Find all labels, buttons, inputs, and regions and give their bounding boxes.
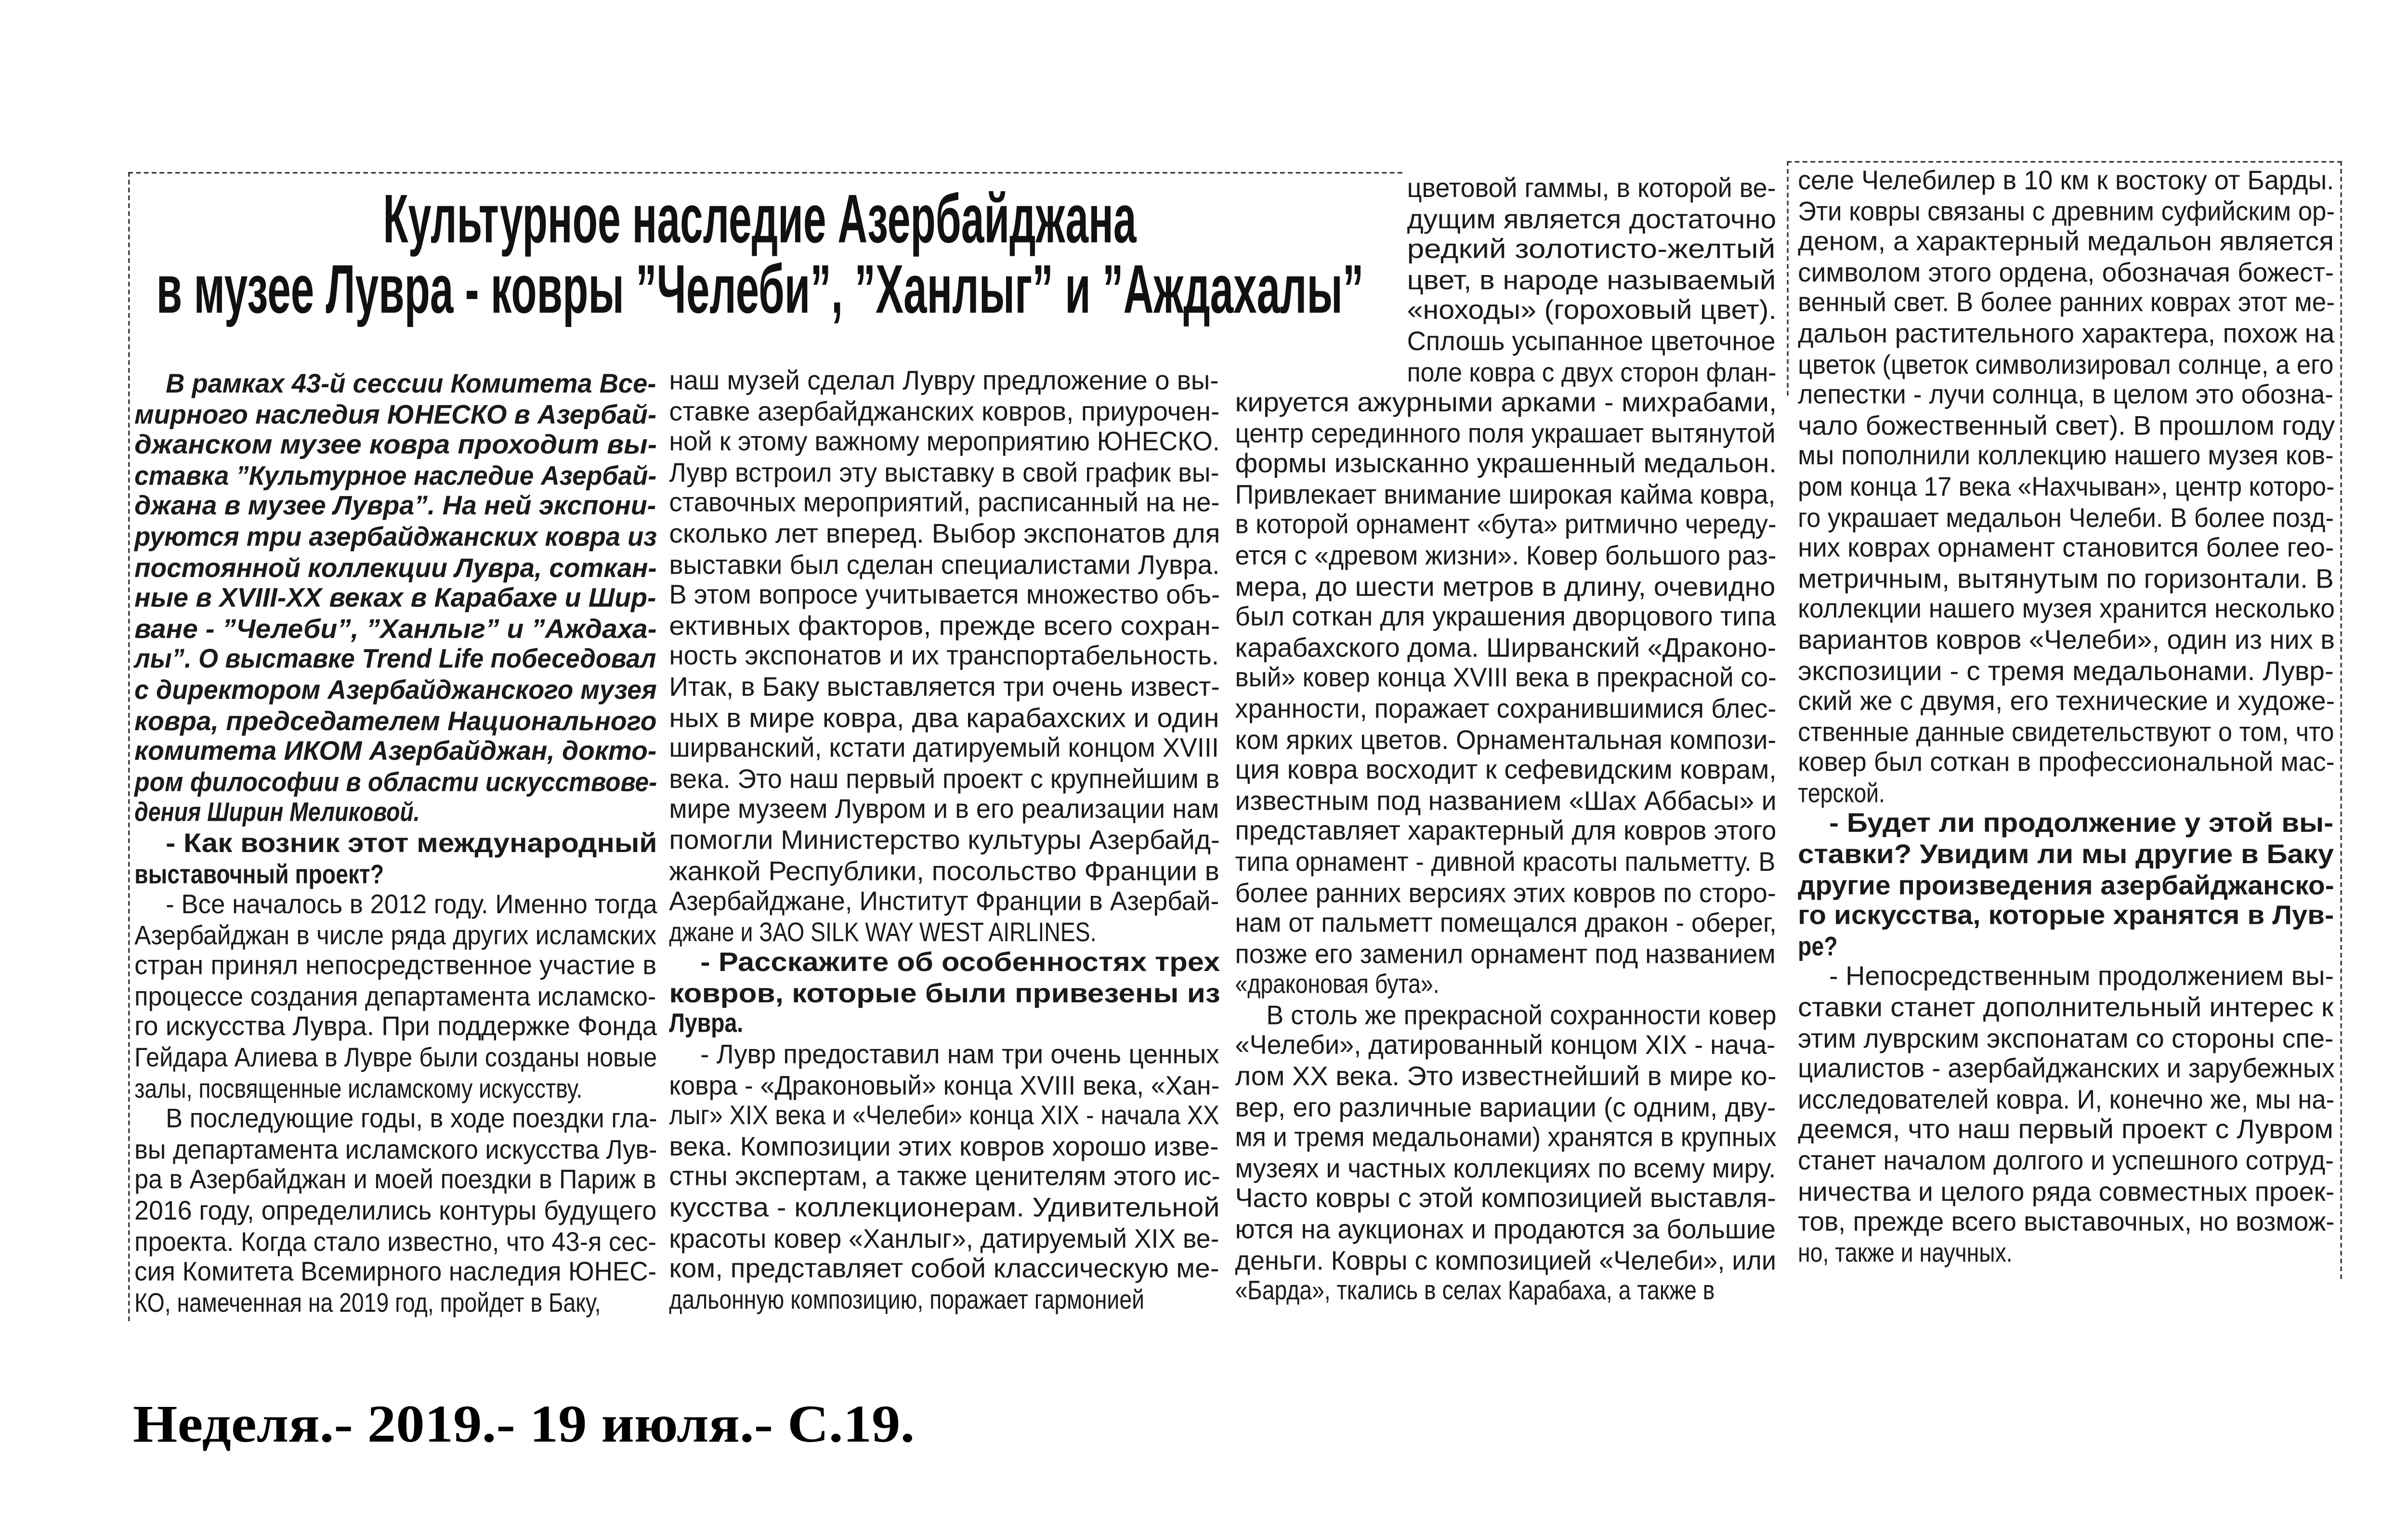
line-text: дения Ширин Меликовой. xyxy=(134,798,420,828)
text-line xyxy=(1798,411,2334,442)
line-text: - Лувр предоставил нам три очень ценных xyxy=(700,1039,1219,1070)
title-text: Культурное наследие Азербайджана xyxy=(383,181,1137,258)
text-line xyxy=(1235,1092,1776,1123)
question-line xyxy=(1798,809,2334,840)
text-line xyxy=(669,887,1219,918)
text-line xyxy=(669,458,1219,488)
line-text: В рамках 43-й сессии Комитета Все- xyxy=(166,369,656,399)
line-text: ных в мире ковра, два карабахских и один xyxy=(669,703,1219,733)
line-text: - Непосредственным продолжением вы- xyxy=(1829,962,2334,992)
line-text: центр серединного поля украшает вытянутой xyxy=(1235,418,1776,448)
lede-line xyxy=(134,553,656,584)
question-line xyxy=(669,979,1219,1010)
line-text: «ноходы» (гороховый цвет). xyxy=(1407,296,1777,326)
line-text: - Как возник этот международный xyxy=(166,828,657,858)
line-text: ной к этому важному мероприятию ЮНЕСКО. xyxy=(669,427,1220,457)
text-line xyxy=(1798,227,2334,258)
line-text: тов, прежде всего выставочных, но возмож- xyxy=(1798,1207,2335,1237)
line-text: цвет, в народе называемый xyxy=(1407,265,1776,295)
text-line xyxy=(669,642,1219,672)
line-text: ра в Азербайджан и моей поездки в Париж в xyxy=(134,1165,656,1195)
title-text: в музее Лувра - ковры ”Челеби”, ”Ханлыг” и ”Аждахалы” xyxy=(156,251,1364,328)
text-line xyxy=(1798,686,2334,717)
text-line xyxy=(1798,503,2334,534)
text-line xyxy=(669,550,1219,580)
line-text: кусства - коллекционерам. Удивительной xyxy=(669,1193,1220,1223)
citation-text: Неделя.- 2019.- 19 июля.- С.19. xyxy=(132,1396,915,1454)
lede-line xyxy=(134,614,656,645)
line-text: века. Это наш первый проект с крупнейшим в xyxy=(669,764,1220,794)
question-line xyxy=(1798,901,2334,932)
line-text: нам от пальметт помещался дракон - оберег, xyxy=(1235,908,1777,939)
text-line xyxy=(1407,327,1776,357)
text-line xyxy=(1235,572,1776,603)
line-text: ковра - «Драконовый» конца XVIII века, «Хан- xyxy=(669,1070,1220,1101)
text-line xyxy=(1235,633,1776,664)
text-line xyxy=(1798,1024,2334,1054)
text-line xyxy=(1235,1123,1776,1154)
column-2 xyxy=(669,366,1219,1316)
column-1 xyxy=(134,369,656,1319)
line-text: ставка ”Культурное наследие Азербай- xyxy=(134,460,657,491)
lede-line xyxy=(134,400,656,431)
line-text: - Расскажите об особенностях трех xyxy=(700,948,1220,978)
text-line xyxy=(1235,1062,1776,1092)
text-line xyxy=(134,1012,656,1043)
text-line xyxy=(669,1193,1219,1224)
text-line xyxy=(1798,748,2334,779)
line-text: жанкой Республики, посольство Франции в xyxy=(669,856,1219,886)
text-line xyxy=(1798,319,2334,350)
lede-line xyxy=(134,798,656,829)
line-text: Эти ковры связаны с древним суфийским ор- xyxy=(1798,196,2335,226)
line-text: них коврах орнамент становится более гео- xyxy=(1798,533,2334,564)
line-text: Итак, в Баку выставляется три очень извест- xyxy=(669,672,1220,702)
line-text: наш музей сделал Лувру предложение о вы- xyxy=(669,366,1219,396)
text-line xyxy=(1798,1085,2334,1116)
text-line xyxy=(669,795,1219,826)
text-line xyxy=(1235,388,1776,419)
text-line xyxy=(669,764,1219,795)
lede-line xyxy=(134,430,656,461)
line-text: ность экспонатов и их транспортабельность. xyxy=(669,642,1219,671)
line-text: терской. xyxy=(1798,778,1885,808)
line-text: ром конца 17 века «Нахчыван», центр которо- xyxy=(1798,472,2335,502)
text-line xyxy=(1235,694,1776,725)
text-line xyxy=(1235,908,1776,939)
text-line xyxy=(134,1196,656,1227)
text-line xyxy=(669,519,1219,550)
text-line xyxy=(669,611,1219,642)
clipping-border-top xyxy=(128,172,1402,173)
line-text: кируется ажурными арками - михрабами, xyxy=(1235,388,1777,418)
line-text: более ранних версиях этих ковров по сторо- xyxy=(1235,878,1776,908)
line-text: - Будет ли продолжение у этой вы- xyxy=(1829,809,2334,839)
text-line xyxy=(669,488,1219,519)
text-line xyxy=(1407,357,1776,388)
line-text: ективных факторов, прежде всего сохран- xyxy=(669,611,1220,641)
line-text: комитета ИКОМ Азербайджан, докто- xyxy=(134,736,657,767)
line-text: редкий золотисто-желтый xyxy=(1407,235,1776,265)
line-text: - Все началось в 2012 году. Именно тогда xyxy=(166,890,657,920)
line-text: ковра, председателем Национального xyxy=(134,706,657,736)
line-text: дальон растительного характера, похож на xyxy=(1798,319,2335,349)
text-line xyxy=(1798,533,2334,564)
text-line xyxy=(1407,265,1776,296)
text-line xyxy=(669,1040,1219,1071)
line-text: поле ковра с двух сторон флан- xyxy=(1407,357,1777,387)
clipping-border-left xyxy=(128,172,130,1321)
line-text: джане и ЗАО SILK WAY WEST AIRLINES. xyxy=(669,917,1097,947)
line-text: циалистов - азербайджанских и зарубежных xyxy=(1798,1054,2335,1084)
text-line xyxy=(669,1071,1219,1102)
lede-line xyxy=(134,736,656,767)
question-line xyxy=(1798,870,2334,901)
line-text: вый» ковер конца XVIII века в прекрасной со- xyxy=(1235,663,1777,694)
text-line xyxy=(1798,380,2334,411)
text-line xyxy=(1798,564,2334,595)
lede-line xyxy=(134,645,656,676)
line-text: лы”. О выставке Trend Life побеседовал xyxy=(134,644,656,675)
clipping-border-top-right xyxy=(1787,161,2342,162)
source-citation xyxy=(132,1396,915,1456)
line-text: выставочный проект? xyxy=(134,859,384,889)
text-line xyxy=(1235,1154,1776,1184)
text-line xyxy=(1235,510,1776,541)
text-line xyxy=(1235,970,1776,1001)
line-text: Лувра. xyxy=(669,1009,744,1039)
line-text: метричным, вытянутым по горизонтали. В xyxy=(1798,564,2334,594)
line-text: сколько лет вперед. Выбор экспонатов для xyxy=(669,519,1220,549)
line-text: КО, намеченная на 2019 год, пройдет в Баку, xyxy=(134,1288,601,1318)
text-line xyxy=(134,951,656,982)
line-text: мире музеем Лувром и в его реализации нам xyxy=(669,795,1219,825)
text-line xyxy=(134,1166,656,1196)
text-line xyxy=(134,1104,656,1135)
line-text: представляет характерный для ковров этого xyxy=(1235,816,1777,847)
line-text: но, также и научных. xyxy=(1798,1238,2013,1268)
question-line xyxy=(1798,932,2334,962)
text-line xyxy=(1798,1146,2334,1177)
line-text: джана в музее Лувра”. На ней экспони- xyxy=(134,491,656,522)
text-line xyxy=(1235,480,1776,511)
text-line xyxy=(1798,1177,2334,1208)
text-line xyxy=(134,1258,656,1288)
line-text: красоты ковер «Ханлыг», датируемый XIX ве- xyxy=(669,1223,1219,1254)
text-line xyxy=(669,703,1219,734)
text-line xyxy=(1235,939,1776,970)
line-text: исследователей ковра. И, конечно же, мы на- xyxy=(1798,1085,2335,1115)
line-text: ване - ”Челеби”, ”Ханлыг” и ”Аждаха- xyxy=(134,614,657,644)
text-line xyxy=(1798,350,2334,381)
line-text: ре? xyxy=(1798,932,1838,961)
text-line xyxy=(669,427,1219,458)
line-text: «Барда», ткались в селах Карабаха, а также в xyxy=(1235,1276,1715,1306)
line-text: выставки был сделан специалистами Лувра. xyxy=(669,550,1220,579)
column-4 xyxy=(1798,166,2334,1269)
line-text: ставки станет дополнительный интерес к xyxy=(1798,993,2334,1023)
text-line xyxy=(1798,1054,2334,1085)
line-text: джанском музее ковра проходит вы- xyxy=(134,430,657,460)
line-text: ковров, которые были привезены из xyxy=(669,978,1220,1009)
line-text: ются на аукционах и продаются за большие xyxy=(1235,1215,1776,1245)
text-line xyxy=(1798,993,2334,1024)
line-text: го украшает медальон Челеби. В более позд- xyxy=(1798,502,2334,533)
column-3-top xyxy=(1407,173,1776,388)
line-text: хранности, поражает сохранившимися блес- xyxy=(1235,694,1777,724)
text-line xyxy=(669,580,1219,611)
text-line xyxy=(1798,442,2334,473)
text-line xyxy=(134,982,656,1012)
line-text: Часто ковры с этой композицией выставля- xyxy=(1235,1184,1776,1214)
text-line xyxy=(1798,962,2334,993)
question-line xyxy=(1798,840,2334,870)
text-line xyxy=(1407,204,1776,235)
line-text: ком ярких цветов. Орнаментальная компози- xyxy=(1235,724,1777,755)
text-line xyxy=(1407,235,1776,266)
line-text: века. Композиции этих ковров хорошо изве- xyxy=(669,1131,1219,1162)
question-line xyxy=(134,859,656,890)
line-text: известным под названием «Шах Аббасы» и xyxy=(1235,786,1777,816)
line-text: ция ковра восходит к сефевидским коврам, xyxy=(1235,755,1777,785)
text-line xyxy=(1235,664,1776,695)
line-text: ский же с двумя, его технические и художе- xyxy=(1798,686,2335,717)
text-line xyxy=(669,918,1219,948)
line-text: вер, его различные вариации (с одним, дву- xyxy=(1235,1092,1776,1122)
text-line xyxy=(1798,595,2334,626)
text-line xyxy=(134,920,656,951)
text-line xyxy=(669,672,1219,703)
line-text: В этом вопросе учитывается множество объ- xyxy=(669,580,1220,610)
line-text: чало божественный свет). В прошлом году xyxy=(1798,410,2335,441)
line-text: лыг» XIX века и «Челеби» конца XIX - начала XX xyxy=(669,1101,1219,1131)
line-text: дущим является достаточно xyxy=(1407,204,1777,234)
lede-line xyxy=(134,461,656,492)
text-line xyxy=(1235,755,1776,786)
line-text: го искусства Лувра. При поддержке Фонда xyxy=(134,1012,657,1042)
line-text: ничества и целого ряда совместных проек- xyxy=(1798,1177,2335,1207)
text-line xyxy=(1798,197,2334,227)
text-line xyxy=(134,1074,656,1104)
line-text: 2016 году, определились контуры будущего xyxy=(134,1196,657,1226)
text-line xyxy=(669,396,1219,427)
text-line xyxy=(1798,1238,2334,1269)
line-text: селе Челебилер в 10 км к востоку от Барды. xyxy=(1798,166,2334,196)
text-line xyxy=(669,734,1219,764)
text-line xyxy=(1798,625,2334,656)
text-line xyxy=(669,366,1219,397)
line-text: цветок (цветок символизировал солнце, а его xyxy=(1798,349,2334,380)
text-line xyxy=(1235,1184,1776,1215)
line-text: Азербайджан в числе ряда других исламских xyxy=(134,920,657,950)
text-line xyxy=(669,1101,1219,1132)
line-text: ется с «древом жизни». Ковер большого раз- xyxy=(1235,541,1777,571)
line-text: Азербайджане, Институт Франции в Азербай- xyxy=(669,886,1219,917)
text-line xyxy=(1235,725,1776,756)
line-text: стран принял непосредственное участие в xyxy=(134,951,657,981)
lede-line xyxy=(134,706,656,737)
line-text: ставке азербайджанских ковров, приурочен- xyxy=(669,396,1220,426)
line-text: Лувр встроил эту выставку в свой график вы- xyxy=(669,458,1219,488)
line-text: мя и тремя медальонами) хранятся в крупных xyxy=(1235,1123,1777,1153)
text-line xyxy=(669,1224,1219,1255)
line-text: ром философии в области искусствове- xyxy=(134,767,657,797)
text-line xyxy=(1235,878,1776,909)
line-text: типа орнамент - дивной красоты пальметту. В xyxy=(1235,847,1776,877)
lede-line xyxy=(134,767,656,798)
line-text: вариантов ковров «Челеби», один из них в xyxy=(1798,625,2335,655)
text-line xyxy=(1235,1276,1776,1307)
line-text: Привлекает внимание широкая кайма ковра, xyxy=(1235,479,1776,510)
text-line xyxy=(1235,817,1776,848)
lede-line xyxy=(134,369,656,400)
text-line xyxy=(1798,472,2334,503)
text-line xyxy=(669,1132,1219,1163)
text-line xyxy=(134,1043,656,1074)
text-line xyxy=(1798,289,2334,319)
line-text: станет началом долгого и успешного сотруд- xyxy=(1798,1146,2334,1176)
line-text: мера, до шести метров в длину, очевидно xyxy=(1235,571,1776,602)
line-text: позже его заменил орнамент под названием xyxy=(1235,939,1776,969)
line-text: помогли Министерство культуры Азербайд- xyxy=(669,825,1220,855)
text-line xyxy=(1235,1246,1776,1276)
line-text: этим луврским экспонатам со стороны спе- xyxy=(1798,1024,2334,1053)
line-text: мирного наследия ЮНЕСКО в Азербай- xyxy=(134,399,657,430)
text-line xyxy=(1235,1031,1776,1062)
text-line xyxy=(669,856,1219,887)
line-text: В столь же прекрасной сохранности ковер xyxy=(1266,1000,1777,1030)
line-text: В последующие годы, в ходе поездки гла- xyxy=(166,1104,657,1134)
text-line xyxy=(669,826,1219,856)
line-text: в которой орнамент «бута» ритмично череду- xyxy=(1235,510,1777,540)
line-text: сия Комитета Всемирного наследия ЮНЕС- xyxy=(134,1257,657,1287)
question-line xyxy=(669,948,1219,979)
line-text: экспозиции - с тремя медальонами. Лувр- xyxy=(1798,656,2334,686)
text-line xyxy=(1407,296,1776,327)
line-text: символом этого ордена, обозначая божест- xyxy=(1798,257,2334,288)
lede-line xyxy=(134,675,656,706)
line-text: деном, а характерный медальон является xyxy=(1798,227,2334,257)
text-line xyxy=(1235,449,1776,480)
text-line xyxy=(134,1288,656,1319)
text-line xyxy=(1798,1116,2334,1146)
question-line xyxy=(134,828,656,859)
text-line xyxy=(1235,419,1776,449)
text-line xyxy=(1798,1208,2334,1238)
line-text: с директором Азербайджанского музея xyxy=(134,675,657,705)
line-text: другие произведения азербайджанско- xyxy=(1798,870,2334,900)
line-text: был соткан для украшения дворцового типа xyxy=(1235,602,1776,632)
text-line xyxy=(1235,847,1776,878)
text-line xyxy=(1235,541,1776,572)
text-line xyxy=(1235,1000,1776,1031)
text-line xyxy=(1235,602,1776,633)
line-text: лом XX века. Это известнейший в мире ко- xyxy=(1235,1062,1777,1092)
line-text: коллекции нашего музея хранится несколько xyxy=(1798,594,2335,625)
text-line xyxy=(1798,656,2334,687)
line-text: венный свет. В более ранних коврах этот ме- xyxy=(1798,288,2335,318)
line-text: ком, представляет собой классическую ме- xyxy=(669,1254,1219,1284)
line-text: ственные данные свидетельствуют о том, что xyxy=(1798,717,2334,747)
line-text: цветовой гаммы, в которой ве- xyxy=(1407,173,1776,204)
text-line xyxy=(1798,778,2334,809)
line-text: лепестки - лучи солнца, в целом это обозна- xyxy=(1798,380,2334,410)
lede-line xyxy=(134,492,656,523)
lede-line xyxy=(134,522,656,553)
line-text: постоянной коллекции Лувра, соткан- xyxy=(134,552,657,583)
line-text: залы, посвященные исламскому искусству. xyxy=(134,1074,583,1103)
line-text: музеях и частных коллекциях по всему миру. xyxy=(1235,1154,1776,1183)
line-text: формы изысканно украшенный медальон. xyxy=(1235,449,1777,479)
clipping-border-right xyxy=(2341,161,2342,1279)
question-line xyxy=(669,1009,1219,1040)
line-text: «Челеби», датированный концом XIX - нача- xyxy=(1235,1031,1776,1061)
text-line xyxy=(1798,258,2334,289)
line-text: мы пополнили коллекцию нашего музея ков- xyxy=(1798,441,2334,472)
line-text: руются три азербайджанских ковра из xyxy=(134,522,657,552)
lede-line xyxy=(134,583,656,614)
line-text: «драконовая бута». xyxy=(1235,970,1440,1000)
line-text: вы департамента исламского искусства Лув- xyxy=(134,1135,657,1165)
text-line xyxy=(669,1254,1219,1285)
line-text: ставки? Увидим ли мы другие в Баку xyxy=(1798,840,2334,870)
text-line xyxy=(1798,717,2334,748)
line-text: стны экспертам, а также ценителям этого ис- xyxy=(669,1162,1220,1193)
line-text: ширванский, кстати датируемый концом XVIII xyxy=(669,733,1219,763)
line-text: го искусства, которые хранятся в Лув- xyxy=(1798,901,2334,931)
line-text: карабахского дома. Ширванский «Драконо- xyxy=(1235,632,1777,663)
text-line xyxy=(669,1162,1219,1193)
column-3 xyxy=(1235,388,1776,1307)
line-text: дальонную композицию, поражает гармонией xyxy=(669,1285,1145,1315)
text-line xyxy=(1407,173,1776,204)
line-text: деемся, что наш первый проект с Лувром xyxy=(1798,1115,2333,1145)
line-text: деньги. Ковры с композицией «Челеби», или xyxy=(1235,1246,1777,1275)
line-text: Гейдара Алиева в Лувре были созданы новые xyxy=(134,1043,657,1073)
text-line xyxy=(669,1285,1219,1316)
text-line xyxy=(134,890,656,920)
line-text: ковер был соткан в профессиональной мас- xyxy=(1798,748,2335,778)
line-text: ставочных мероприятий, расписанный на не- xyxy=(669,488,1220,518)
line-text: ные в XVIII-XX веках в Карабахе и Шир- xyxy=(134,583,656,614)
text-line xyxy=(1798,166,2334,197)
text-line xyxy=(134,1227,656,1258)
line-text: процессе создания департамента исламско- xyxy=(134,982,656,1011)
text-line xyxy=(134,1135,656,1166)
text-line xyxy=(1235,786,1776,817)
line-text: Сплошь усыпанное цветочное xyxy=(1407,327,1776,357)
text-line xyxy=(1235,1215,1776,1246)
line-text: проекта. Когда стало известно, что 43-я сес- xyxy=(134,1227,656,1257)
